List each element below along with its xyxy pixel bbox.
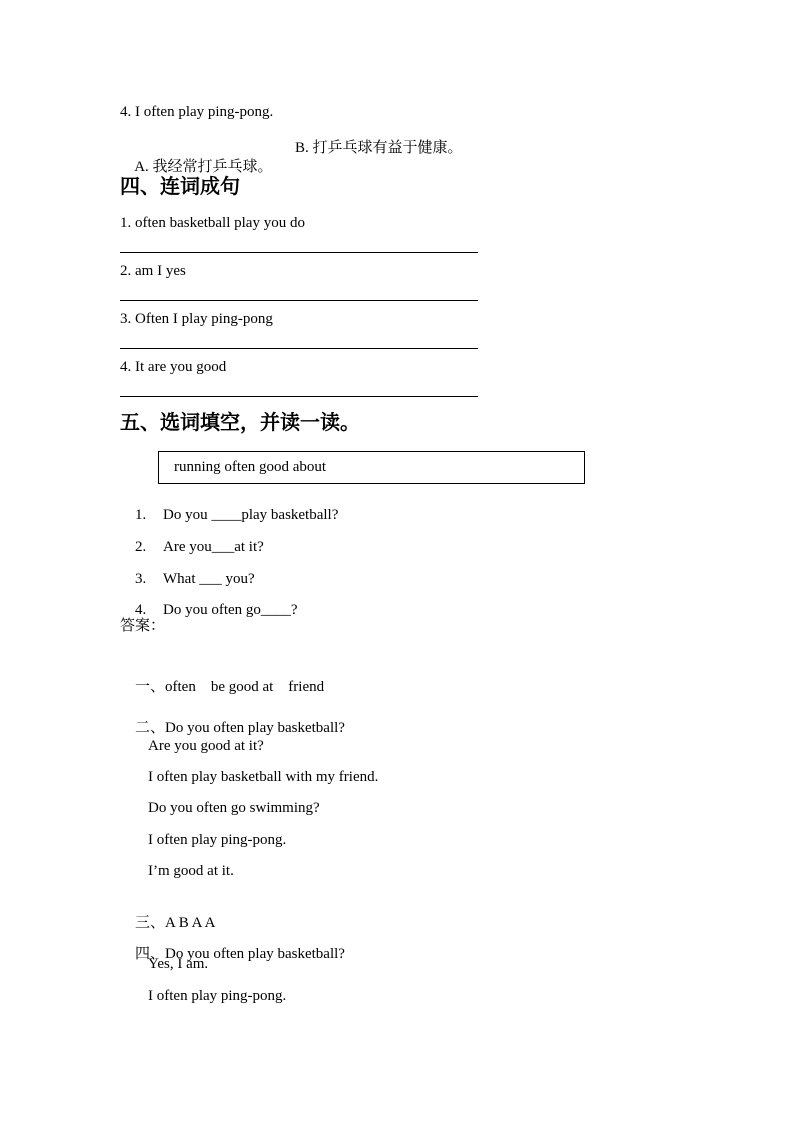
option-a: A. 我经常打乒乓球。	[134, 159, 273, 175]
answer-part-four-line-2: Yes, I am.	[148, 956, 209, 972]
answer-part-two-marker: 二、	[135, 720, 166, 736]
section-four-heading: 四、连词成句	[120, 174, 240, 198]
word-bank-words: running often good about	[174, 459, 327, 475]
section-five-heading: 五、选词填空，并读一读。	[120, 410, 360, 434]
fill-item-2-text: Are you___at it?	[163, 539, 264, 555]
answer-part-two-line-5: I often play ping-pong.	[148, 832, 287, 848]
fill-item-4-number: 4.	[135, 602, 147, 618]
answer-part-two-line-1: Do you often play basketball?	[165, 720, 345, 736]
fill-item-1-text: Do you ____play basketball?	[163, 507, 339, 523]
option-b: B. 打乒乓球有益于健康。	[295, 140, 463, 156]
unscramble-item-2: 2. am I yes	[120, 263, 186, 279]
matching-item-4: 4. I often play ping-pong.	[120, 104, 274, 120]
word-bank-box	[158, 451, 585, 484]
unscramble-item-4: 4. It are you good	[120, 359, 227, 375]
answer-part-two-line-3: I often play basketball with my friend.	[148, 769, 379, 785]
answer-part-two-line-6: I’m good at it.	[148, 863, 234, 879]
fill-item-3-number: 3.	[135, 571, 147, 587]
answer-part-one-text: often be good at friend	[165, 679, 325, 695]
answer-part-one-marker: 一、	[135, 679, 166, 695]
answer-part-four-line-1: Do you often play basketball?	[165, 946, 345, 962]
answer-blank-line-4	[120, 396, 478, 397]
answer-part-three-marker: 三、	[135, 915, 166, 931]
answer-part-four-marker: 四、	[135, 946, 166, 962]
answer-part-two-line-2: Are you good at it?	[148, 738, 264, 754]
fill-item-3-text: What ___ you?	[163, 571, 255, 587]
answers-label: 答案：	[120, 618, 166, 634]
answer-part-two-line-4: Do you often go swimming?	[148, 800, 320, 816]
fill-item-4-text: Do you often go____?	[163, 602, 298, 618]
answer-blank-line-1	[120, 252, 478, 253]
unscramble-item-1: 1. often basketball play you do	[120, 215, 305, 231]
answer-part-four-line-3: I often play ping-pong.	[148, 988, 287, 1004]
answer-blank-line-3	[120, 348, 478, 349]
unscramble-item-3: 3. Often I play ping-pong	[120, 311, 273, 327]
fill-item-1-number: 1.	[135, 507, 147, 523]
answer-blank-line-2	[120, 300, 478, 301]
fill-item-2-number: 2.	[135, 539, 147, 555]
answer-part-three-text: A B A A	[165, 915, 216, 931]
